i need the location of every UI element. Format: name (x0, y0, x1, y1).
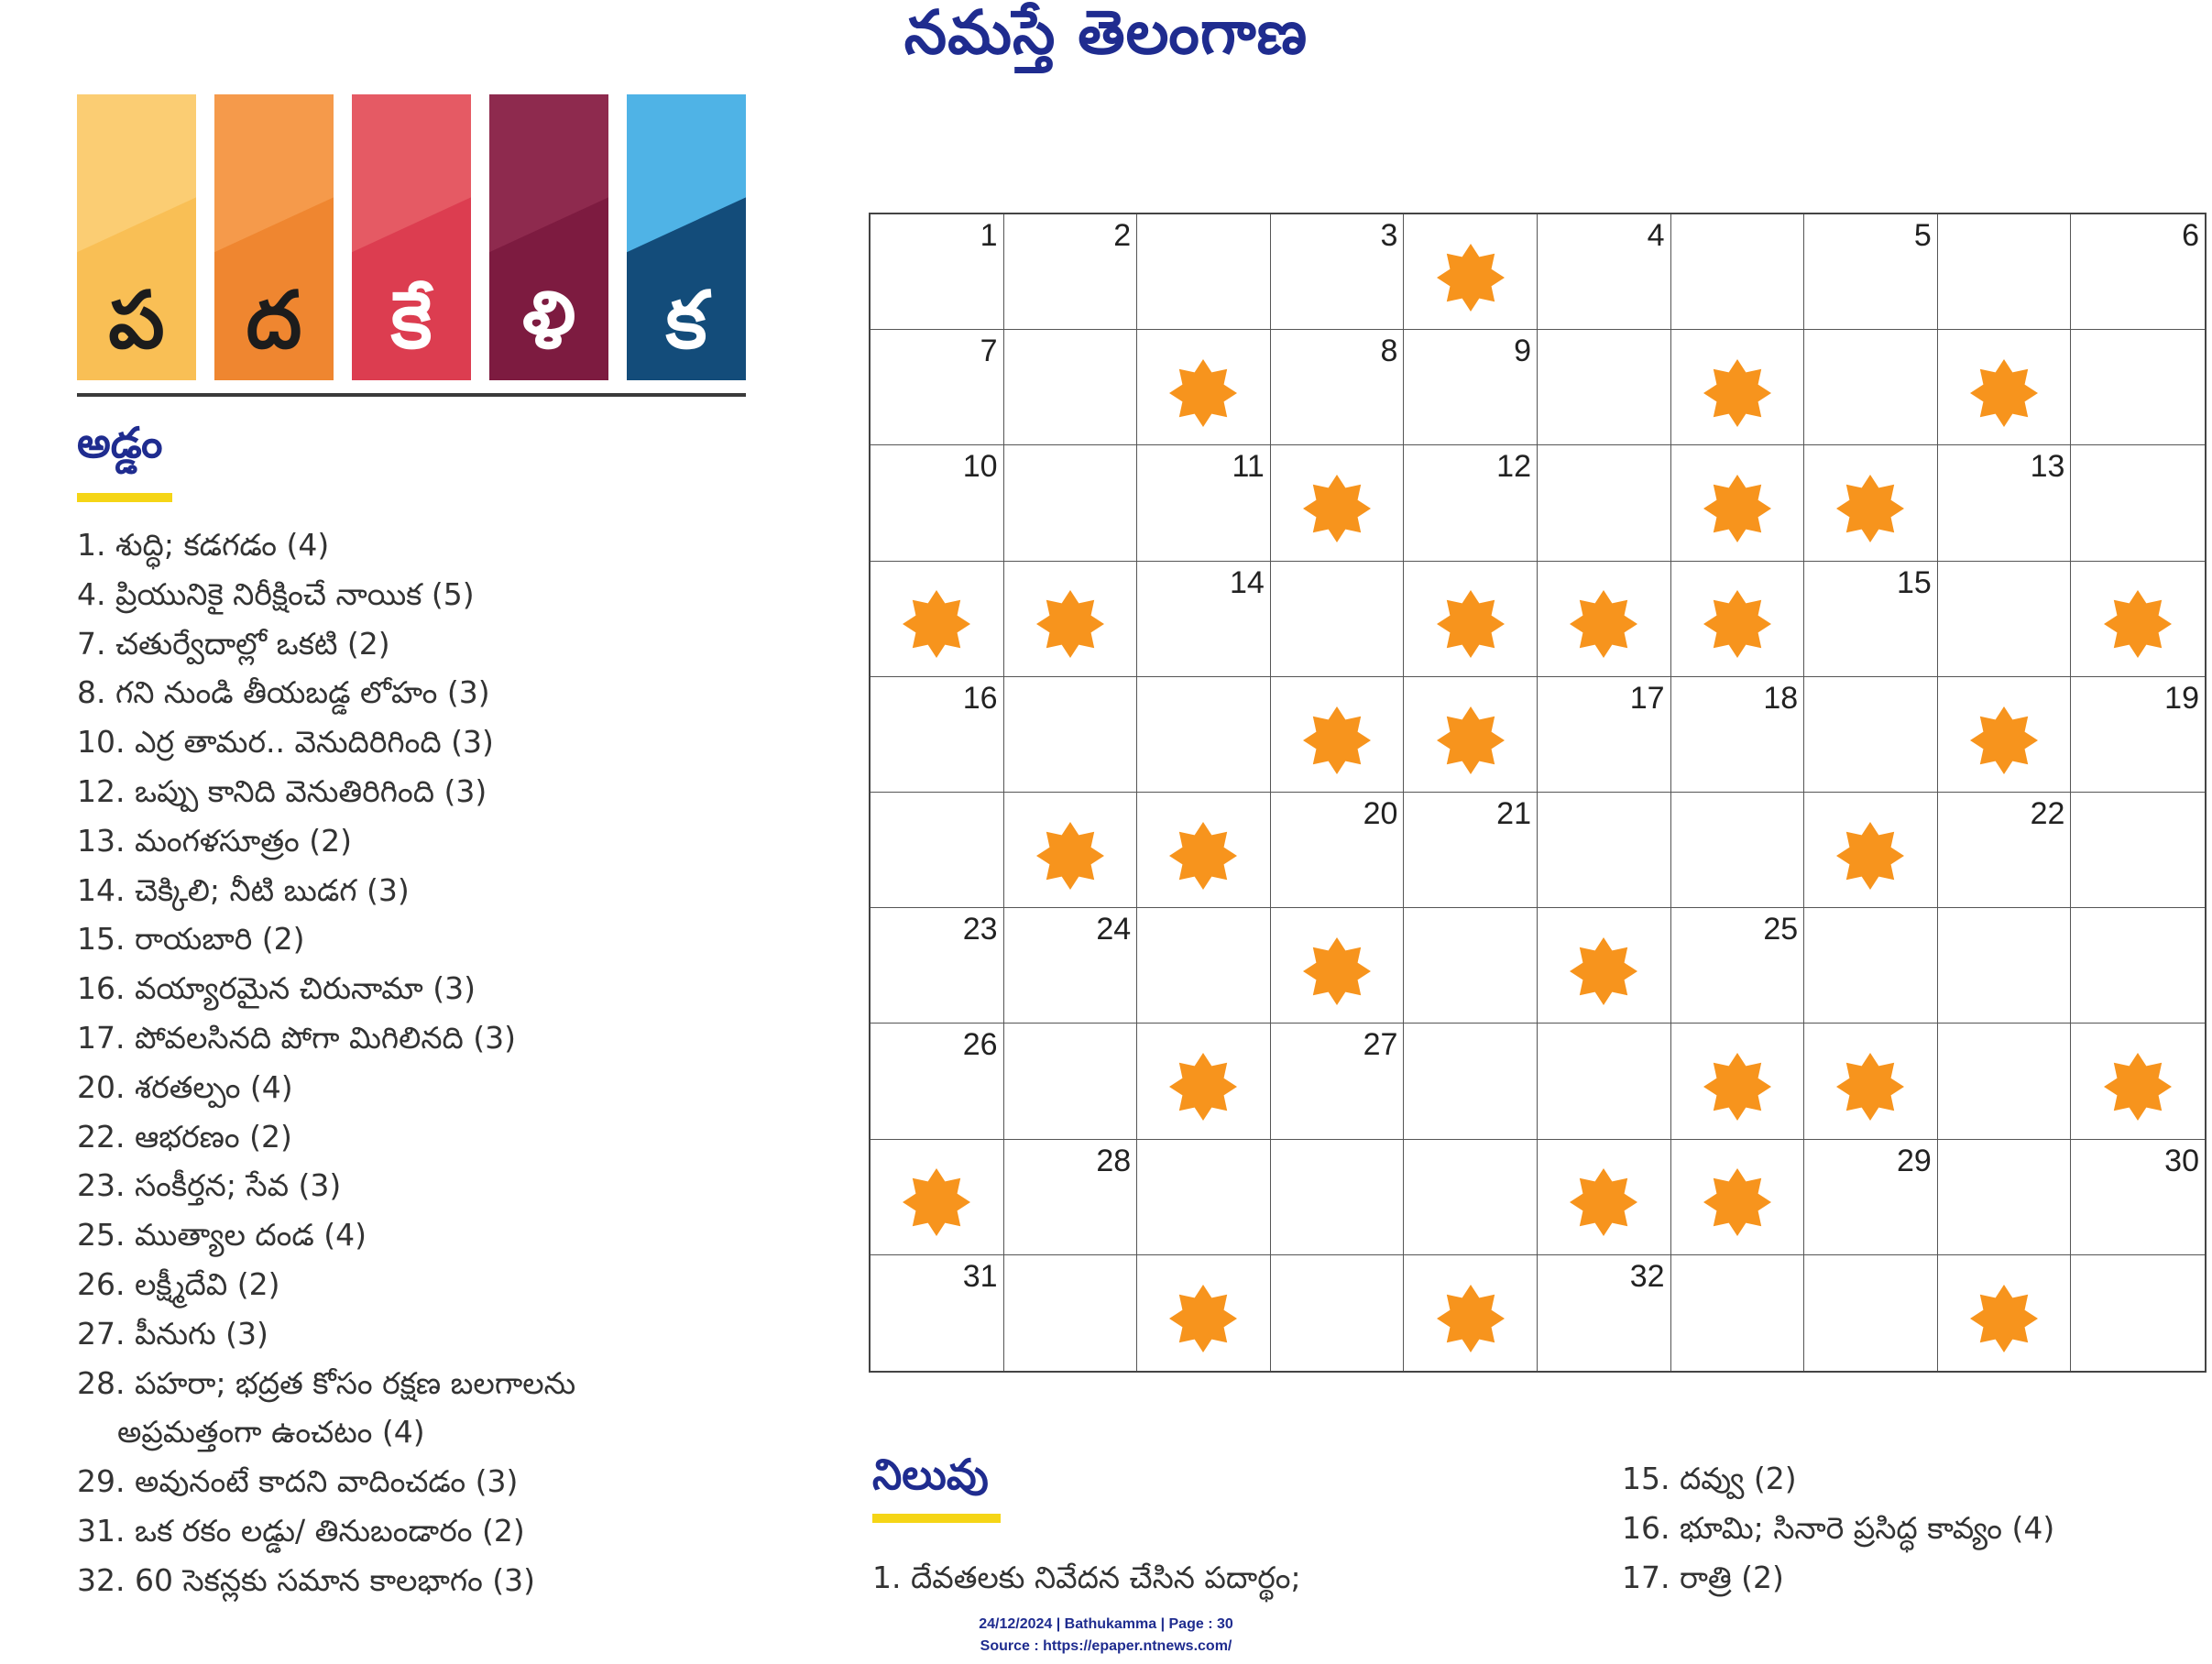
across-clue-list (77, 520, 575, 1605)
grid-cell[interactable] (1938, 214, 2072, 330)
cell-number: 21 (1496, 795, 1531, 831)
grid-cell (1404, 562, 1538, 677)
star-icon (903, 1168, 970, 1236)
star-icon (1570, 937, 1637, 1005)
grid-cell (1671, 1140, 1805, 1255)
cell-number: 11 (1232, 449, 1265, 485)
grid-cell[interactable] (1137, 677, 1271, 793)
star-icon (1570, 590, 1637, 658)
star-icon (1836, 1053, 1904, 1121)
cell-number: 31 (962, 1258, 998, 1294)
grid-cell[interactable] (1804, 1255, 1938, 1371)
clue-item: 17. పోవలసినది పోగా మిగిలినది (3) (77, 1019, 517, 1056)
clue-item: 16. భూమి; సినారె ప్రసిద్ధ కావ్యం (4) (1622, 1509, 2055, 1546)
grid-cell (1671, 445, 1805, 561)
clue-item: 16. వయ్యారమైన చిరునామా (3) (77, 970, 476, 1007)
grid-cell[interactable] (1004, 445, 1138, 561)
grid-cell (1538, 908, 1671, 1024)
grid-cell[interactable] (1137, 562, 1271, 677)
cell-number: 9 (1514, 334, 1531, 369)
cell-number: 3 (1380, 218, 1398, 253)
star-icon (1836, 822, 1904, 890)
clue-item: 1. దేవతలకు నివేదన చేసిన పదార్థం; (872, 1560, 1301, 1595)
cell-number: 17 (1629, 680, 1665, 716)
cell-number: 26 (962, 1027, 998, 1063)
grid-cell[interactable] (1804, 330, 1938, 445)
star-icon (903, 590, 970, 658)
grid-cell[interactable] (871, 1024, 1004, 1139)
cell-number: 6 (2182, 218, 2199, 253)
clue-item: 7. చతుర్వేదాల్లో ఒకటి (2) (77, 625, 390, 662)
grid-cell (2071, 562, 2205, 677)
grid-cell (1004, 793, 1138, 908)
star-icon (2104, 1053, 2172, 1121)
grid-cell (1538, 1140, 1671, 1255)
grid-cell (1271, 677, 1405, 793)
clue-item: 22. ఆభరణం (2) (77, 1118, 292, 1155)
star-icon (1703, 1053, 1771, 1121)
grid-cell[interactable] (1804, 562, 1938, 677)
star-icon (1570, 1168, 1637, 1236)
grid-cell[interactable] (2071, 1255, 2205, 1371)
cell-number: 1 (980, 218, 998, 253)
grid-cell[interactable] (1004, 1255, 1138, 1371)
grid-cell (1671, 1024, 1805, 1139)
down-clue-list-right (1622, 1454, 2054, 1602)
grid-cell[interactable] (1404, 445, 1538, 561)
grid-cell (1404, 214, 1538, 330)
cell-number: 19 (2164, 680, 2199, 716)
grid-cell[interactable] (1804, 677, 1938, 793)
grid-cell[interactable] (1538, 677, 1671, 793)
grid-cell (1671, 330, 1805, 445)
grid-cell (1938, 677, 2072, 793)
clue-item: 28. పహరా; భద్రత కోసం రక్షణ బలగాలను (77, 1364, 576, 1401)
star-icon (1036, 822, 1104, 890)
grid-cell[interactable] (1404, 793, 1538, 908)
grid-cell[interactable] (871, 677, 1004, 793)
clue-item: 25. ముత్యాల దండ (4) (77, 1217, 367, 1253)
grid-cell (1938, 330, 2072, 445)
grid-cell[interactable] (1671, 214, 1805, 330)
star-icon (1303, 706, 1371, 774)
cell-number: 7 (980, 334, 998, 369)
grid-cell[interactable] (1938, 793, 2072, 908)
star-icon (1970, 706, 2038, 774)
down-underline (872, 1514, 1001, 1523)
star-icon (1169, 1285, 1237, 1352)
grid-cell[interactable] (1137, 445, 1271, 561)
banner-letter: ళి (521, 275, 576, 367)
clue-item: 31. ఒక రకం లడ్డు/ తినుబండారం (2) (77, 1512, 525, 1549)
grid-cell[interactable] (1938, 445, 2072, 561)
grid-cell[interactable] (1137, 908, 1271, 1024)
grid-cell[interactable] (1671, 1255, 1805, 1371)
grid-cell[interactable] (1538, 214, 1671, 330)
grid-cell (2071, 1024, 2205, 1139)
star-icon (1437, 244, 1505, 312)
cell-number: 24 (1096, 912, 1132, 947)
grid-cell (1404, 1255, 1538, 1371)
cell-number: 32 (1629, 1258, 1665, 1294)
grid-cell[interactable] (1671, 793, 1805, 908)
grid-cell[interactable] (2071, 1140, 2205, 1255)
star-icon (2104, 590, 2172, 658)
grid-cell[interactable] (1271, 1255, 1405, 1371)
star-icon (1303, 937, 1371, 1005)
grid-cell[interactable] (1271, 793, 1405, 908)
cell-number: 4 (1647, 218, 1665, 253)
banner-letter: క (665, 275, 707, 367)
cell-number: 16 (962, 680, 998, 716)
cell-number: 23 (962, 912, 998, 947)
grid-cell[interactable] (1671, 677, 1805, 793)
star-icon (1437, 1285, 1505, 1352)
star-icon (1303, 475, 1371, 542)
cell-number: 15 (1896, 564, 1932, 600)
clue-item (77, 1407, 575, 1457)
grid-cell[interactable] (1271, 562, 1405, 677)
cell-number: 25 (1763, 912, 1799, 947)
across-underline (77, 493, 172, 502)
grid-cell[interactable] (1004, 677, 1138, 793)
banner-tile (77, 94, 196, 380)
clue-item: 23. సంకీర్తన; సేవ (3) (77, 1167, 342, 1204)
cell-number: 13 (2030, 449, 2065, 485)
grid-cell (1404, 677, 1538, 793)
banner-divider (77, 393, 746, 397)
grid-cell (1804, 793, 1938, 908)
grid-cell[interactable] (2071, 445, 2205, 561)
clue-item: 14. చెక్కిలి; నీటి బుడగ (3) (77, 871, 410, 908)
grid-cell[interactable] (1404, 908, 1538, 1024)
star-icon (1036, 590, 1104, 658)
star-icon (1703, 475, 1771, 542)
grid-cell[interactable] (1137, 1140, 1271, 1255)
footer-source-line: Source : https://epaper.ntnews.com/ (980, 1638, 1232, 1654)
cell-number: 22 (2030, 795, 2065, 831)
cell-number: 29 (1896, 1143, 1932, 1178)
clue-item: 15. దవ్వు (2) (1622, 1461, 1797, 1496)
star-icon (1970, 359, 2038, 427)
clue-item: 15. రాయబారి (2) (77, 921, 305, 958)
padakeli-banner (77, 94, 746, 395)
star-icon (1169, 359, 1237, 427)
clue-item: 4. ప్రియునికై నిరీక్షించే నాయిక (5) (77, 575, 475, 612)
grid-cell[interactable] (1404, 1024, 1538, 1139)
grid-cell[interactable] (871, 445, 1004, 561)
grid-cell[interactable] (1004, 908, 1138, 1024)
grid-cell (1804, 1024, 1938, 1139)
banner-tile (627, 94, 746, 380)
star-icon (1703, 1168, 1771, 1236)
grid-cell[interactable] (1271, 214, 1405, 330)
grid-cell[interactable] (871, 214, 1004, 330)
grid-cell[interactable] (1938, 1024, 2072, 1139)
masthead: నమస్తే తెలంగాణ (903, 0, 1309, 68)
grid-cell[interactable] (2071, 214, 2205, 330)
grid-cell[interactable] (1938, 562, 2072, 677)
banner-tile (352, 94, 471, 380)
grid-cell[interactable] (871, 330, 1004, 445)
grid-cell[interactable] (1804, 1140, 1938, 1255)
grid-cell[interactable] (1538, 330, 1671, 445)
grid-cell[interactable] (1671, 908, 1805, 1024)
banner-tile (489, 94, 608, 380)
grid-cell[interactable] (1137, 214, 1271, 330)
grid-cell[interactable] (1004, 1024, 1138, 1139)
grid-cell[interactable] (1938, 1140, 2072, 1255)
cell-number: 10 (962, 449, 998, 485)
cell-number: 5 (1913, 218, 1932, 253)
grid-cell[interactable] (1404, 1140, 1538, 1255)
clue-item: 20. శరతల్పం (4) (77, 1068, 293, 1105)
cell-number: 18 (1763, 680, 1799, 716)
across-title: అడ్డం (77, 418, 163, 467)
grid-cell (1538, 562, 1671, 677)
cell-number: 27 (1363, 1027, 1398, 1063)
grid-cell (1004, 562, 1138, 677)
grid-cell[interactable] (1538, 793, 1671, 908)
footer-date-line: 24/12/2024 | Bathukamma | Page : 30 (979, 1616, 1233, 1632)
grid-cell[interactable] (1271, 1140, 1405, 1255)
cell-number: 30 (2164, 1143, 2199, 1178)
grid-cell[interactable] (1538, 445, 1671, 561)
clue-item: 17. రాత్రి (2) (1622, 1559, 1784, 1595)
grid-cell (1137, 1255, 1271, 1371)
grid-cell[interactable] (1004, 214, 1138, 330)
star-icon (1703, 359, 1771, 427)
grid-cell[interactable] (2071, 793, 2205, 908)
cell-number: 12 (1496, 449, 1531, 485)
grid-cell[interactable] (1271, 1024, 1405, 1139)
clue-item: 32. 60 సెకన్లకు సమాన కాలభాగం (3) (77, 1561, 536, 1598)
crossword-grid[interactable] (869, 213, 2207, 1373)
banner-letter: కే (390, 275, 433, 367)
banner-letter: ప (108, 275, 165, 367)
down-title: నిలువు (872, 1450, 989, 1499)
clue-item: 29. అవునంటే కాదని వాదించడం (3) (77, 1463, 519, 1500)
grid-cell[interactable] (1938, 908, 2072, 1024)
grid-cell[interactable] (2071, 908, 2205, 1024)
grid-cell[interactable] (1538, 1024, 1671, 1139)
star-icon (1169, 822, 1237, 890)
star-icon (1437, 590, 1505, 658)
grid-cell[interactable] (871, 793, 1004, 908)
clue-item: 1. శుద్ధి; కడగడం (4) (77, 527, 330, 563)
grid-cell[interactable] (1804, 214, 1938, 330)
grid-cell (871, 1140, 1004, 1255)
cell-number: 14 (1229, 564, 1265, 600)
grid-cell[interactable] (871, 1255, 1004, 1371)
clue-continuation: అప్రమత్తంగా ఉంచటం (4) (117, 1414, 425, 1451)
grid-cell (1137, 330, 1271, 445)
star-icon (1437, 706, 1505, 774)
grid-cell[interactable] (2071, 677, 2205, 793)
grid-cell (1271, 908, 1405, 1024)
clue-item: 10. ఎర్ర తామర.. వెనుదిరిగింది (3) (77, 724, 494, 761)
banner-tile (214, 94, 334, 380)
star-icon (1703, 590, 1771, 658)
clue-item: 13. మంగళసూత్రం (2) (77, 822, 352, 859)
clue-item: 27. పీనుగు (3) (77, 1315, 268, 1352)
grid-cell[interactable] (2071, 330, 2205, 445)
star-icon (1970, 1285, 2038, 1352)
grid-cell[interactable] (1004, 330, 1138, 445)
clue-item: 12. ఒప్పు కానిది వెనుతిరిగింది (3) (77, 772, 487, 809)
grid-cell (1137, 793, 1271, 908)
star-icon (1836, 475, 1904, 542)
grid-cell[interactable] (1538, 1255, 1671, 1371)
grid-cell (1938, 1255, 2072, 1371)
clue-item: 26. లక్ష్మీదేవి (2) (77, 1265, 280, 1302)
grid-cell (1671, 562, 1805, 677)
cell-number: 28 (1096, 1143, 1132, 1178)
down-clue-list-left (872, 1553, 1301, 1603)
clue-item: 8. గని నుండి తీయబడ్డ లోహం (3) (77, 674, 490, 711)
grid-cell[interactable] (1404, 330, 1538, 445)
cell-number: 8 (1380, 334, 1398, 369)
grid-cell[interactable] (1804, 908, 1938, 1024)
cell-number: 2 (1113, 218, 1132, 253)
grid-cell (1804, 445, 1938, 561)
grid-cell (871, 562, 1004, 677)
grid-cell (1137, 1024, 1271, 1139)
grid-cell (1271, 445, 1405, 561)
grid-cell[interactable] (871, 908, 1004, 1024)
grid-cell[interactable] (1004, 1140, 1138, 1255)
cell-number: 20 (1363, 795, 1398, 831)
banner-letter: ద (246, 275, 302, 367)
star-icon (1169, 1053, 1237, 1121)
grid-cell[interactable] (1271, 330, 1405, 445)
